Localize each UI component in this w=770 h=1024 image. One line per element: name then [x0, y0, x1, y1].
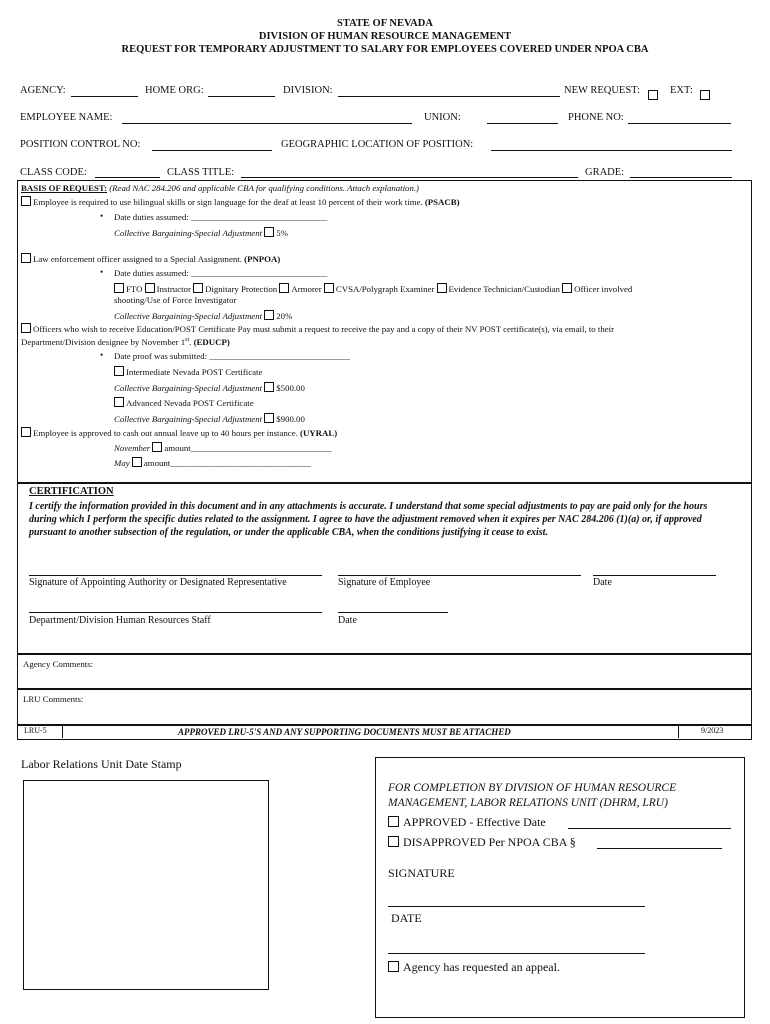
- pnpoa-adj-label: Collective Bargaining-Special Adjustment: [114, 311, 263, 321]
- class-title-field[interactable]: [241, 177, 578, 178]
- union-field[interactable]: [487, 123, 558, 124]
- class-code-label: CLASS CODE:: [20, 167, 87, 178]
- disapproved-checkbox[interactable]: [388, 836, 399, 847]
- certification-title: CERTIFICATION: [29, 486, 114, 497]
- pnpoa-code: (PNPOA): [244, 254, 281, 264]
- date1-line[interactable]: [593, 575, 716, 576]
- lru-comments-label: LRU Comments:: [23, 694, 84, 704]
- educp-option: [21, 323, 614, 335]
- form-id: LRU-5: [24, 726, 47, 735]
- pnpoa-adj-checkbox[interactable]: [264, 310, 274, 320]
- basis-title: BASIS OF REQUEST:: [21, 183, 108, 193]
- dhrm-date-line[interactable]: [388, 953, 645, 954]
- pnpoa-option-continued: shooting/Use of Force Investigator: [114, 295, 237, 305]
- appeal-label: Agency has requested an appeal.: [403, 960, 560, 974]
- psacb-text: Employee is required to use bilingual skills or sign language for the deaf at least 10 percent of their work time.: [33, 197, 423, 207]
- new-request-label: NEW REQUEST:: [564, 85, 640, 96]
- advanced-checkbox[interactable]: [114, 397, 124, 407]
- intermediate-checkbox[interactable]: [114, 366, 124, 376]
- division-label: DIVISION:: [283, 85, 333, 96]
- uyral-text: Employee is approved to cash out annual leave up to 40 hours per instance.: [33, 428, 298, 438]
- educp-int-adjustment: [114, 382, 305, 394]
- psacb-option: [21, 196, 460, 208]
- armorer-checkbox[interactable]: [279, 283, 289, 293]
- phone-label: PHONE NO:: [568, 112, 624, 123]
- opt-armorer: Armorer: [291, 284, 322, 294]
- uyral-code: (UYRAL): [300, 428, 338, 438]
- uyral-checkbox[interactable]: [21, 427, 31, 437]
- basis-note: (Read NAC 284.206 and applicable CBA for qualifying conditions. Attach explanation.): [109, 183, 419, 193]
- psacb-adjustment: [114, 227, 288, 239]
- form-title: REQUEST FOR TEMPORARY ADJUSTMENT TO SALARY FOR EMPLOYEES COVERED UNDER NPOA CBA: [121, 44, 649, 55]
- psacb-adj-checkbox[interactable]: [264, 227, 274, 237]
- bullet-icon: •: [100, 267, 104, 277]
- date1-label: Date: [593, 577, 612, 588]
- approved-label: APPROVED - Effective Date: [403, 815, 546, 829]
- basis-heading: [21, 183, 419, 194]
- ext-checkbox[interactable]: [700, 86, 712, 104]
- educp-text-2: Department/Division designee by November 1: [21, 336, 186, 347]
- geo-location-field[interactable]: [491, 150, 732, 151]
- appointing-signature-label: Signature of Appointing Authority or Designated Representative: [29, 577, 287, 588]
- date-stamp-box: [23, 780, 269, 990]
- intermediate-label: Intermediate Nevada POST Certificate: [126, 367, 263, 377]
- may-amount[interactable]: amount________________________________: [143, 458, 311, 468]
- psacb-pct: 5%: [276, 228, 288, 238]
- date2-label: Date: [338, 615, 357, 626]
- home-org-field[interactable]: [208, 96, 275, 97]
- educp-text-1: Officers who wish to receive Education/POST Certificate Pay must submit a request to receive the pay and a copy of their NV POST certificate(s), via email, to their: [33, 324, 615, 334]
- opt-fto: FTO: [126, 284, 143, 294]
- uyral-option: [21, 427, 337, 439]
- dhrm-signature-line[interactable]: [388, 906, 645, 907]
- class-code-field[interactable]: [95, 177, 160, 178]
- dignitary-checkbox[interactable]: [193, 283, 203, 293]
- adv-adj-checkbox[interactable]: [264, 413, 274, 423]
- dhrm-date-label: DATE: [391, 911, 422, 925]
- psacb-adj-label: Collective Bargaining-Special Adjustment: [114, 228, 263, 238]
- form-date: 9/2023: [701, 726, 724, 735]
- geo-location-label: GEOGRAPHIC LOCATION OF POSITION:: [281, 139, 474, 150]
- evidence-checkbox[interactable]: [437, 283, 447, 293]
- november-checkbox[interactable]: [152, 442, 162, 452]
- psacb-checkbox[interactable]: [21, 196, 31, 206]
- adv-adj-label: Collective Bargaining-Special Adjustment: [114, 414, 263, 424]
- dhrm-signature-label: SIGNATURE: [388, 866, 455, 880]
- educp-adv-adjustment: [114, 413, 305, 425]
- union-label: UNION:: [424, 112, 461, 123]
- employee-name-field[interactable]: [122, 123, 412, 124]
- certification-text: I certify the information provided in this document and in any attachments is accurate. I understand that some special adjustments to pay are paid only for the hours during which I perform the specific duties related to the assignment. I agree to have the adjustment removed when it expires per NAC 284.206 (1)(a) or, if approved pursuant to another subsection of the regulation, or under the applicable CBA, when the conditions justifying it cease to exist.: [29, 501, 708, 538]
- educp-code: (EDUCP): [193, 336, 230, 347]
- lru-comments-box[interactable]: [17, 688, 752, 726]
- educp-intermediate: [114, 366, 262, 378]
- psacb-code: (PSACB): [424, 197, 460, 207]
- educp-checkbox[interactable]: [21, 323, 31, 333]
- pnpoa-options: [114, 283, 632, 295]
- may-checkbox[interactable]: [132, 457, 142, 467]
- bullet-icon: •: [100, 211, 104, 221]
- may-row: [114, 457, 311, 469]
- educp-option-continued: Department/Division designee by November 1st. (EDUCP): [21, 336, 230, 347]
- may-label: May: [114, 458, 130, 468]
- agency-label: AGENCY:: [20, 85, 66, 96]
- educp-date[interactable]: Date proof was submitted: ________________________________: [114, 351, 351, 361]
- footer-notice: APPROVED LRU-5'S AND ANY SUPPORTING DOCUMENTS MUST BE ATTACHED: [178, 727, 511, 737]
- home-org-label: HOME ORG:: [145, 85, 204, 96]
- division-field[interactable]: [338, 96, 560, 97]
- opt-dignitary: Dignitary Protection: [205, 284, 278, 294]
- employee-name-label: EMPLOYEE NAME:: [20, 112, 113, 123]
- disapproved-label: DISAPPROVED Per NPOA CBA §: [403, 835, 576, 849]
- footer-divider: [678, 724, 679, 738]
- grade-label: GRADE:: [585, 167, 625, 178]
- int-adj-label: Collective Bargaining-Special Adjustment: [114, 383, 263, 393]
- opt-instructor: Instructor: [156, 284, 191, 294]
- int-adj-checkbox[interactable]: [264, 382, 274, 392]
- november-row: [114, 442, 332, 454]
- agency-field[interactable]: [71, 96, 138, 97]
- employee-signature-label: Signature of Employee: [338, 577, 431, 588]
- ext-label: EXT:: [670, 85, 693, 96]
- approved-checkbox[interactable]: [388, 816, 399, 827]
- pnpoa-checkbox[interactable]: [21, 253, 31, 263]
- footer-divider: [62, 724, 63, 738]
- educp-sup: st: [185, 337, 190, 343]
- pnpoa-adjustment: [114, 310, 292, 322]
- form-division-title: DIVISION OF HUMAN RESOURCE MANAGEMENT: [258, 31, 512, 42]
- employee-signature-line[interactable]: [338, 575, 581, 576]
- november-label: November: [114, 443, 151, 453]
- class-title-label: CLASS TITLE:: [167, 167, 235, 178]
- pnpoa-pct: 20%: [276, 311, 293, 321]
- date2-line[interactable]: [338, 612, 448, 613]
- agency-comments-box[interactable]: [17, 653, 752, 690]
- form-state-title: STATE OF NEVADA: [337, 18, 433, 29]
- november-amount[interactable]: amount________________________________: [164, 443, 332, 453]
- opt-evidence: Evidence Technician/Custodian: [448, 284, 560, 294]
- educp-advanced: [114, 397, 254, 409]
- pnpoa-option: [21, 253, 280, 265]
- psacb-date[interactable]: Date duties assumed: _______________________________: [114, 212, 328, 222]
- officer-involved-checkbox[interactable]: [562, 283, 572, 293]
- fto-checkbox[interactable]: [114, 283, 124, 293]
- approved-row: [388, 815, 546, 830]
- agency-comments-label: Agency Comments:: [23, 659, 94, 669]
- int-adj-amount: $500.00: [276, 383, 305, 393]
- opt-officer-involved: Officer involved: [574, 284, 633, 294]
- cvsa-checkbox[interactable]: [324, 283, 334, 293]
- effective-date-line[interactable]: [568, 828, 731, 829]
- opt-cvsa: CVSA/Polygraph Examiner: [335, 284, 435, 294]
- hr-staff-label: Department/Division Human Resources Staff: [29, 615, 211, 626]
- grade-field[interactable]: [630, 177, 732, 178]
- position-control-field[interactable]: [152, 150, 272, 151]
- date-stamp-label: Labor Relations Unit Date Stamp: [21, 757, 182, 771]
- dhrm-heading: FOR COMPLETION BY DIVISION OF HUMAN RESOURCE MANAGEMENT, LABOR RELATIONS UNIT (DHRM, LRU): [388, 782, 677, 809]
- appeal-row: [388, 960, 560, 975]
- instructor-checkbox[interactable]: [145, 283, 155, 293]
- pnpoa-text: Law enforcement officer assigned to a Special Assignment.: [33, 254, 242, 264]
- cba-section-line[interactable]: [597, 848, 722, 849]
- appeal-checkbox[interactable]: [388, 961, 399, 972]
- adv-adj-amount: $900.00: [276, 414, 305, 424]
- hr-staff-line[interactable]: [29, 612, 322, 613]
- position-control-label: POSITION CONTROL NO:: [20, 139, 141, 150]
- new-request-checkbox[interactable]: [648, 86, 660, 104]
- pnpoa-date[interactable]: Date duties assumed: _______________________________: [114, 268, 328, 278]
- phone-field[interactable]: [628, 123, 731, 124]
- appointing-signature-line[interactable]: [29, 575, 322, 576]
- bullet-icon: •: [100, 350, 104, 360]
- advanced-label: Advanced Nevada POST Certificate: [126, 398, 254, 408]
- disapproved-row: [388, 835, 576, 850]
